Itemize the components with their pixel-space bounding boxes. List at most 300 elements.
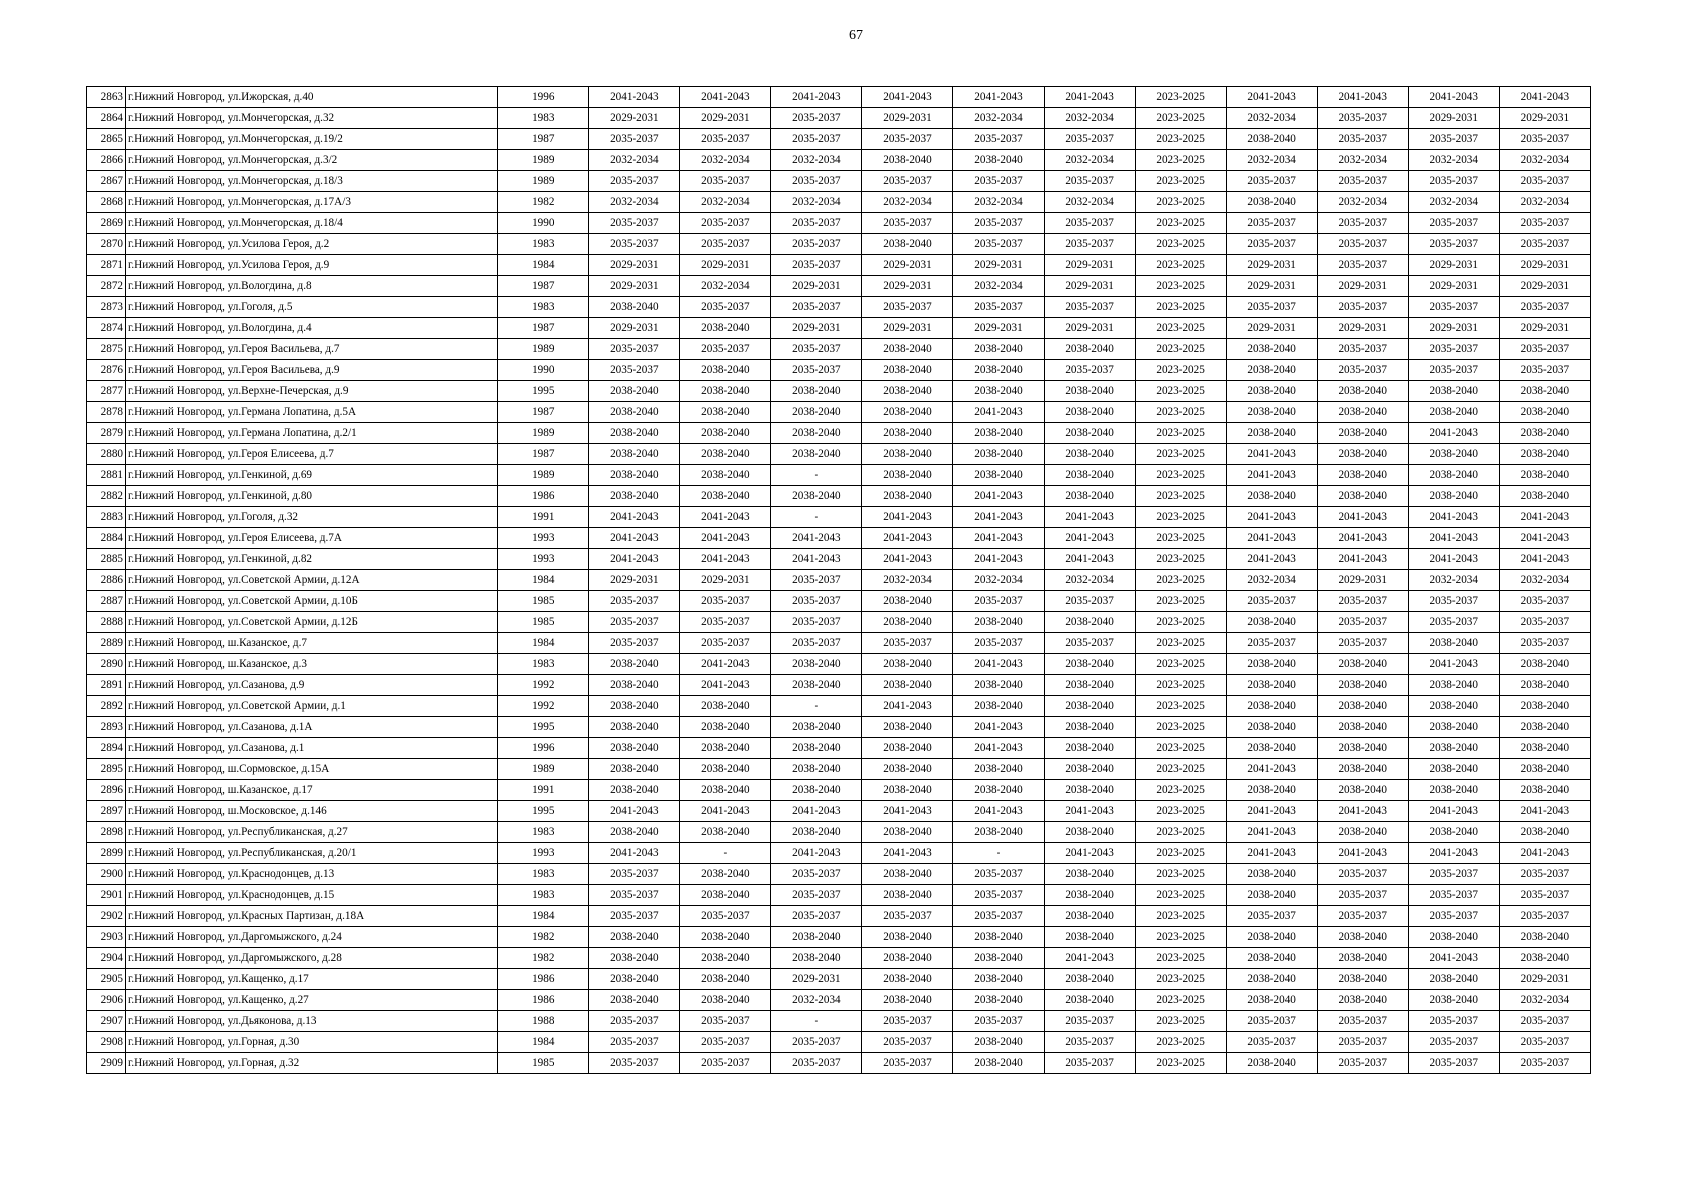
cell-period-5: 2038-2040 (953, 759, 1044, 780)
cell-row-number: 2878 (87, 402, 126, 423)
cell-period-10: 2035-2037 (1408, 234, 1499, 255)
cell-period-1: 2038-2040 (589, 780, 680, 801)
cell-period-7: 2023-2025 (1135, 696, 1226, 717)
cell-period-3: 2041-2043 (771, 87, 862, 108)
cell-period-10: 2038-2040 (1408, 381, 1499, 402)
cell-period-7: 2023-2025 (1135, 423, 1226, 444)
cell-period-10: 2035-2037 (1408, 213, 1499, 234)
cell-period-4: 2041-2043 (862, 528, 953, 549)
cell-address: г.Нижний Новгород, ул.Кащенко, д.17 (126, 969, 498, 990)
cell-period-7: 2023-2025 (1135, 675, 1226, 696)
cell-period-9: 2029-2031 (1317, 318, 1408, 339)
cell-period-5: 2038-2040 (953, 360, 1044, 381)
cell-period-5: 2038-2040 (953, 1032, 1044, 1053)
cell-period-1: 2038-2040 (589, 696, 680, 717)
cell-row-number: 2870 (87, 234, 126, 255)
cell-row-number: 2896 (87, 780, 126, 801)
cell-period-6: 2038-2040 (1044, 339, 1135, 360)
cell-address: г.Нижний Новгород, ул.Героя Елисеева, д.7А (126, 528, 498, 549)
cell-period-9: 2035-2037 (1317, 129, 1408, 150)
cell-period-4: 2038-2040 (862, 990, 953, 1011)
cell-period-10: 2038-2040 (1408, 822, 1499, 843)
cell-period-11: 2038-2040 (1499, 381, 1590, 402)
cell-year-built: 1990 (498, 213, 589, 234)
cell-period-9: 2035-2037 (1317, 885, 1408, 906)
cell-period-11: 2035-2037 (1499, 297, 1590, 318)
cell-row-number: 2877 (87, 381, 126, 402)
cell-period-1: 2035-2037 (589, 1053, 680, 1074)
cell-row-number: 2880 (87, 444, 126, 465)
cell-period-9: 2035-2037 (1317, 234, 1408, 255)
cell-period-3: 2029-2031 (771, 276, 862, 297)
cell-period-6: 2038-2040 (1044, 402, 1135, 423)
table-row (87, 885, 1591, 906)
table-row (87, 780, 1591, 801)
cell-period-9: 2035-2037 (1317, 255, 1408, 276)
cell-period-8: 2038-2040 (1226, 948, 1317, 969)
cell-period-9: 2029-2031 (1317, 570, 1408, 591)
cell-period-8: 2041-2043 (1226, 822, 1317, 843)
cell-period-2: 2035-2037 (680, 171, 771, 192)
cell-period-10: 2041-2043 (1408, 507, 1499, 528)
cell-year-built: 1996 (498, 738, 589, 759)
cell-period-8: 2035-2037 (1226, 213, 1317, 234)
cell-period-7: 2023-2025 (1135, 864, 1226, 885)
cell-address: г.Нижний Новгород, ул.Сазанова, д.1А (126, 717, 498, 738)
cell-period-3: 2035-2037 (771, 108, 862, 129)
table-row (87, 612, 1591, 633)
cell-row-number: 2894 (87, 738, 126, 759)
cell-period-3: - (771, 696, 862, 717)
cell-period-2: 2041-2043 (680, 507, 771, 528)
cell-period-11: 2029-2031 (1499, 108, 1590, 129)
cell-period-1: 2041-2043 (589, 528, 680, 549)
cell-period-10: 2035-2037 (1408, 1053, 1499, 1074)
cell-address: г.Нижний Новгород, ш.Сормовское, д.15А (126, 759, 498, 780)
cell-period-3: 2035-2037 (771, 297, 862, 318)
cell-period-7: 2023-2025 (1135, 234, 1226, 255)
cell-period-8: 2038-2040 (1226, 1053, 1317, 1074)
cell-period-2: 2032-2034 (680, 276, 771, 297)
cell-period-1: 2041-2043 (589, 801, 680, 822)
cell-period-4: 2038-2040 (862, 444, 953, 465)
cell-period-1: 2038-2040 (589, 822, 680, 843)
cell-period-3: 2029-2031 (771, 318, 862, 339)
cell-address: г.Нижний Новгород, ул.Верхне-Печерская, д.9 (126, 381, 498, 402)
cell-row-number: 2871 (87, 255, 126, 276)
cell-row-number: 2865 (87, 129, 126, 150)
cell-period-3: 2038-2040 (771, 381, 862, 402)
cell-period-10: 2032-2034 (1408, 150, 1499, 171)
cell-period-7: 2023-2025 (1135, 969, 1226, 990)
cell-period-9: 2035-2037 (1317, 339, 1408, 360)
cell-period-5: 2032-2034 (953, 570, 1044, 591)
cell-period-10: 2029-2031 (1408, 276, 1499, 297)
cell-period-7: 2023-2025 (1135, 549, 1226, 570)
cell-period-4: 2029-2031 (862, 255, 953, 276)
cell-period-1: 2038-2040 (589, 675, 680, 696)
cell-period-4: 2038-2040 (862, 465, 953, 486)
cell-period-2: 2038-2040 (680, 423, 771, 444)
cell-period-1: 2038-2040 (589, 717, 680, 738)
cell-year-built: 1992 (498, 696, 589, 717)
cell-row-number: 2883 (87, 507, 126, 528)
cell-period-5: 2038-2040 (953, 675, 1044, 696)
cell-period-8: 2041-2043 (1226, 801, 1317, 822)
cell-period-11: 2032-2034 (1499, 570, 1590, 591)
cell-period-5: 2035-2037 (953, 906, 1044, 927)
cell-period-6: 2041-2043 (1044, 801, 1135, 822)
cell-period-3: 2035-2037 (771, 360, 862, 381)
cell-period-8: 2038-2040 (1226, 780, 1317, 801)
cell-period-5: 2038-2040 (953, 969, 1044, 990)
cell-period-9: 2038-2040 (1317, 654, 1408, 675)
cell-period-5: 2035-2037 (953, 234, 1044, 255)
cell-period-9: 2035-2037 (1317, 1053, 1408, 1074)
cell-period-11: 2029-2031 (1499, 255, 1590, 276)
cell-period-2: - (680, 843, 771, 864)
cell-row-number: 2895 (87, 759, 126, 780)
cell-period-5: 2035-2037 (953, 885, 1044, 906)
cell-period-3: 2032-2034 (771, 192, 862, 213)
cell-period-9: 2041-2043 (1317, 549, 1408, 570)
cell-period-2: 2041-2043 (680, 675, 771, 696)
table-row (87, 738, 1591, 759)
table-row (87, 948, 1591, 969)
cell-period-1: 2038-2040 (589, 738, 680, 759)
cell-period-2: 2038-2040 (680, 864, 771, 885)
cell-period-9: 2038-2040 (1317, 927, 1408, 948)
cell-period-3: 2041-2043 (771, 801, 862, 822)
housing-repair-schedule-table (86, 86, 1591, 1074)
cell-period-7: 2023-2025 (1135, 717, 1226, 738)
cell-period-11: 2041-2043 (1499, 801, 1590, 822)
cell-period-11: 2035-2037 (1499, 234, 1590, 255)
cell-period-11: 2038-2040 (1499, 927, 1590, 948)
cell-address: г.Нижний Новгород, ул.Сазанова, д.9 (126, 675, 498, 696)
cell-period-11: 2041-2043 (1499, 87, 1590, 108)
cell-period-6: 2041-2043 (1044, 87, 1135, 108)
cell-period-7: 2023-2025 (1135, 633, 1226, 654)
cell-period-5: 2038-2040 (953, 780, 1044, 801)
cell-row-number: 2906 (87, 990, 126, 1011)
cell-year-built: 1984 (498, 906, 589, 927)
cell-period-5: 2038-2040 (953, 822, 1044, 843)
cell-period-10: 2038-2040 (1408, 696, 1499, 717)
cell-period-1: 2038-2040 (589, 402, 680, 423)
cell-period-1: 2029-2031 (589, 255, 680, 276)
cell-period-2: 2041-2043 (680, 654, 771, 675)
cell-row-number: 2886 (87, 570, 126, 591)
cell-period-8: 2041-2043 (1226, 549, 1317, 570)
cell-period-6: 2035-2037 (1044, 360, 1135, 381)
cell-period-7: 2023-2025 (1135, 192, 1226, 213)
cell-period-10: 2041-2043 (1408, 528, 1499, 549)
cell-period-7: 2023-2025 (1135, 822, 1226, 843)
cell-period-6: 2038-2040 (1044, 990, 1135, 1011)
cell-period-8: 2038-2040 (1226, 381, 1317, 402)
cell-period-5: 2038-2040 (953, 948, 1044, 969)
table-row (87, 675, 1591, 696)
cell-period-5: 2038-2040 (953, 612, 1044, 633)
cell-period-10: 2038-2040 (1408, 633, 1499, 654)
cell-period-6: 2035-2037 (1044, 633, 1135, 654)
cell-period-11: 2038-2040 (1499, 486, 1590, 507)
cell-period-8: 2035-2037 (1226, 906, 1317, 927)
table-row (87, 381, 1591, 402)
cell-row-number: 2885 (87, 549, 126, 570)
cell-period-4: 2038-2040 (862, 927, 953, 948)
cell-period-10: 2038-2040 (1408, 759, 1499, 780)
cell-period-8: 2041-2043 (1226, 507, 1317, 528)
cell-year-built: 1993 (498, 549, 589, 570)
table-row (87, 129, 1591, 150)
cell-row-number: 2899 (87, 843, 126, 864)
cell-period-11: 2038-2040 (1499, 822, 1590, 843)
cell-period-2: 2038-2040 (680, 486, 771, 507)
cell-period-5: 2035-2037 (953, 171, 1044, 192)
cell-period-3: 2035-2037 (771, 1032, 862, 1053)
cell-period-11: 2038-2040 (1499, 444, 1590, 465)
cell-address: г.Нижний Новгород, ул.Вологдина, д.8 (126, 276, 498, 297)
cell-row-number: 2890 (87, 654, 126, 675)
cell-period-2: 2032-2034 (680, 192, 771, 213)
cell-period-3: 2038-2040 (771, 822, 862, 843)
table-row (87, 192, 1591, 213)
cell-period-9: 2032-2034 (1317, 150, 1408, 171)
cell-year-built: 1985 (498, 591, 589, 612)
cell-year-built: 1990 (498, 360, 589, 381)
cell-period-5: 2029-2031 (953, 255, 1044, 276)
cell-address: г.Нижний Новгород, ул.Краснодонцев, д.15 (126, 885, 498, 906)
cell-year-built: 1995 (498, 801, 589, 822)
cell-period-2: 2029-2031 (680, 108, 771, 129)
cell-period-6: 2035-2037 (1044, 297, 1135, 318)
cell-period-7: 2023-2025 (1135, 465, 1226, 486)
cell-period-6: 2029-2031 (1044, 255, 1135, 276)
cell-period-8: 2035-2037 (1226, 1032, 1317, 1053)
cell-period-6: 2038-2040 (1044, 864, 1135, 885)
cell-period-2: 2035-2037 (680, 129, 771, 150)
cell-period-6: 2029-2031 (1044, 318, 1135, 339)
cell-period-2: 2038-2040 (680, 990, 771, 1011)
cell-period-6: 2038-2040 (1044, 927, 1135, 948)
cell-address: г.Нижний Новгород, ул.Генкиной, д.80 (126, 486, 498, 507)
cell-period-5: 2032-2034 (953, 108, 1044, 129)
cell-period-9: 2038-2040 (1317, 675, 1408, 696)
cell-address: г.Нижний Новгород, ул.Героя Васильева, д.7 (126, 339, 498, 360)
cell-year-built: 1983 (498, 654, 589, 675)
cell-period-10: 2041-2043 (1408, 948, 1499, 969)
cell-period-3: 2038-2040 (771, 717, 862, 738)
cell-period-8: 2035-2037 (1226, 297, 1317, 318)
cell-period-1: 2038-2040 (589, 927, 680, 948)
cell-period-11: 2035-2037 (1499, 885, 1590, 906)
cell-period-6: 2038-2040 (1044, 969, 1135, 990)
cell-period-8: 2038-2040 (1226, 339, 1317, 360)
cell-period-2: 2038-2040 (680, 444, 771, 465)
cell-period-10: 2041-2043 (1408, 843, 1499, 864)
cell-row-number: 2905 (87, 969, 126, 990)
cell-period-5: 2035-2037 (953, 633, 1044, 654)
cell-year-built: 1989 (498, 759, 589, 780)
cell-period-5: 2041-2043 (953, 486, 1044, 507)
cell-period-1: 2035-2037 (589, 906, 680, 927)
cell-address: г.Нижний Новгород, ул.Советской Армии, д.10Б (126, 591, 498, 612)
cell-period-4: 2038-2040 (862, 591, 953, 612)
cell-period-11: 2038-2040 (1499, 654, 1590, 675)
cell-row-number: 2902 (87, 906, 126, 927)
cell-address: г.Нижний Новгород, ш.Казанское, д.3 (126, 654, 498, 675)
cell-year-built: 1987 (498, 318, 589, 339)
cell-address: г.Нижний Новгород, ш.Казанское, д.7 (126, 633, 498, 654)
cell-period-10: 2041-2043 (1408, 87, 1499, 108)
table-row (87, 843, 1591, 864)
cell-period-3: 2038-2040 (771, 948, 862, 969)
cell-period-3: 2035-2037 (771, 612, 862, 633)
cell-period-3: 2038-2040 (771, 759, 862, 780)
cell-period-4: 2035-2037 (862, 1053, 953, 1074)
cell-year-built: 1983 (498, 108, 589, 129)
cell-year-built: 1982 (498, 192, 589, 213)
cell-period-11: 2035-2037 (1499, 213, 1590, 234)
cell-row-number: 2900 (87, 864, 126, 885)
cell-period-3: 2035-2037 (771, 234, 862, 255)
cell-period-5: 2041-2043 (953, 507, 1044, 528)
cell-row-number: 2876 (87, 360, 126, 381)
cell-row-number: 2901 (87, 885, 126, 906)
cell-period-10: 2041-2043 (1408, 801, 1499, 822)
cell-period-11: 2032-2034 (1499, 990, 1590, 1011)
cell-period-3: 2035-2037 (771, 213, 862, 234)
cell-period-5: 2035-2037 (953, 297, 1044, 318)
cell-period-6: 2038-2040 (1044, 906, 1135, 927)
cell-row-number: 2866 (87, 150, 126, 171)
cell-period-4: 2038-2040 (862, 969, 953, 990)
cell-period-5: 2038-2040 (953, 423, 1044, 444)
cell-period-1: 2035-2037 (589, 171, 680, 192)
cell-year-built: 1984 (498, 1032, 589, 1053)
cell-period-3: 2038-2040 (771, 423, 862, 444)
cell-period-8: 2038-2040 (1226, 885, 1317, 906)
cell-period-11: 2038-2040 (1499, 780, 1590, 801)
cell-period-4: 2038-2040 (862, 402, 953, 423)
table-row (87, 1053, 1591, 1074)
cell-period-7: 2023-2025 (1135, 129, 1226, 150)
cell-year-built: 1983 (498, 885, 589, 906)
cell-period-4: 2029-2031 (862, 108, 953, 129)
cell-period-4: 2038-2040 (862, 381, 953, 402)
cell-period-5: 2038-2040 (953, 339, 1044, 360)
cell-period-8: 2035-2037 (1226, 591, 1317, 612)
cell-period-1: 2035-2037 (589, 633, 680, 654)
cell-period-9: 2035-2037 (1317, 1011, 1408, 1032)
cell-period-2: 2035-2037 (680, 234, 771, 255)
cell-period-1: 2035-2037 (589, 339, 680, 360)
cell-period-9: 2041-2043 (1317, 843, 1408, 864)
cell-year-built: 1995 (498, 717, 589, 738)
cell-period-10: 2035-2037 (1408, 1011, 1499, 1032)
cell-period-7: 2023-2025 (1135, 87, 1226, 108)
cell-period-5: 2041-2043 (953, 87, 1044, 108)
cell-period-9: 2035-2037 (1317, 297, 1408, 318)
cell-period-1: 2038-2040 (589, 381, 680, 402)
cell-period-10: 2038-2040 (1408, 717, 1499, 738)
cell-period-5: 2041-2043 (953, 402, 1044, 423)
table-row (87, 591, 1591, 612)
cell-period-2: 2041-2043 (680, 528, 771, 549)
cell-period-1: 2041-2043 (589, 843, 680, 864)
table-row (87, 465, 1591, 486)
table-row (87, 549, 1591, 570)
cell-year-built: 1985 (498, 612, 589, 633)
cell-period-9: 2035-2037 (1317, 612, 1408, 633)
cell-period-4: 2035-2037 (862, 1032, 953, 1053)
cell-year-built: 1984 (498, 633, 589, 654)
cell-period-4: 2032-2034 (862, 570, 953, 591)
table-row (87, 150, 1591, 171)
cell-period-3: 2038-2040 (771, 402, 862, 423)
cell-period-5: 2041-2043 (953, 528, 1044, 549)
cell-period-5: 2038-2040 (953, 381, 1044, 402)
cell-row-number: 2879 (87, 423, 126, 444)
cell-address: г.Нижний Новгород, ул.Мончегорская, д.3/2 (126, 150, 498, 171)
table-row (87, 276, 1591, 297)
cell-period-8: 2041-2043 (1226, 843, 1317, 864)
cell-period-2: 2041-2043 (680, 549, 771, 570)
cell-period-3: 2035-2037 (771, 633, 862, 654)
cell-period-5: 2041-2043 (953, 738, 1044, 759)
cell-period-10: 2041-2043 (1408, 423, 1499, 444)
cell-period-7: 2023-2025 (1135, 213, 1226, 234)
cell-period-4: 2041-2043 (862, 87, 953, 108)
cell-row-number: 2888 (87, 612, 126, 633)
cell-row-number: 2863 (87, 87, 126, 108)
cell-period-8: 2038-2040 (1226, 612, 1317, 633)
cell-period-11: 2035-2037 (1499, 129, 1590, 150)
cell-period-9: 2038-2040 (1317, 486, 1408, 507)
cell-period-10: 2038-2040 (1408, 780, 1499, 801)
cell-period-4: 2035-2037 (862, 633, 953, 654)
cell-period-1: 2038-2040 (589, 759, 680, 780)
cell-period-8: 2038-2040 (1226, 360, 1317, 381)
cell-period-11: 2035-2037 (1499, 906, 1590, 927)
cell-period-1: 2035-2037 (589, 1011, 680, 1032)
cell-period-11: 2038-2040 (1499, 696, 1590, 717)
cell-period-8: 2041-2043 (1226, 528, 1317, 549)
cell-period-7: 2023-2025 (1135, 780, 1226, 801)
cell-period-6: 2041-2043 (1044, 507, 1135, 528)
cell-period-11: 2035-2037 (1499, 591, 1590, 612)
cell-period-4: 2041-2043 (862, 696, 953, 717)
cell-address: г.Нижний Новгород, ул.Красных Партизан, д.18А (126, 906, 498, 927)
cell-period-9: 2035-2037 (1317, 360, 1408, 381)
cell-period-3: 2041-2043 (771, 549, 862, 570)
cell-period-9: 2038-2040 (1317, 465, 1408, 486)
cell-period-6: 2038-2040 (1044, 822, 1135, 843)
cell-period-7: 2023-2025 (1135, 402, 1226, 423)
cell-period-7: 2023-2025 (1135, 318, 1226, 339)
cell-period-7: 2023-2025 (1135, 885, 1226, 906)
cell-period-1: 2035-2037 (589, 360, 680, 381)
table-row (87, 171, 1591, 192)
cell-row-number: 2864 (87, 108, 126, 129)
cell-period-1: 2035-2037 (589, 864, 680, 885)
cell-period-9: 2035-2037 (1317, 171, 1408, 192)
cell-period-1: 2035-2037 (589, 1032, 680, 1053)
cell-period-2: 2038-2040 (680, 402, 771, 423)
table-row (87, 990, 1591, 1011)
